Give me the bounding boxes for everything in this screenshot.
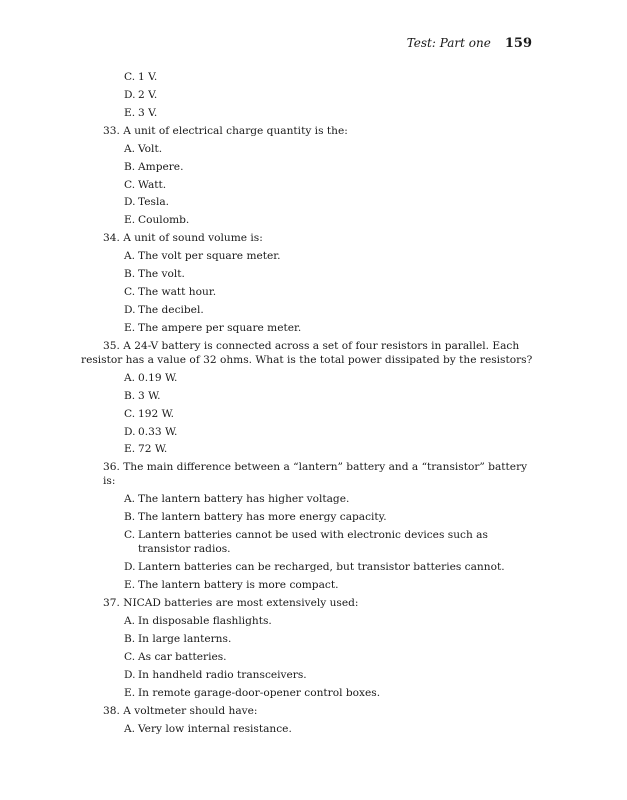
answer-option	[103, 578, 533, 592]
option-letter: D.	[124, 196, 136, 209]
question-stem: 38. A voltmeter should have:	[103, 704, 258, 717]
option-letter: C.	[124, 71, 136, 83]
option-letter: A.	[124, 493, 136, 506]
option-text: The volt per square meter.	[138, 250, 281, 263]
option-text: Very low internal resistance.	[138, 722, 292, 735]
answer-option	[103, 560, 533, 574]
answer-option	[103, 195, 533, 209]
option-letter: D.	[124, 668, 136, 681]
option-letter: E.	[124, 106, 136, 119]
answer-option	[103, 614, 533, 628]
question-stem: 36. The main difference between a “lantern” battery and a “transistor” battery is:	[103, 461, 528, 488]
option-text: 1 V.	[138, 71, 158, 83]
option-letter: B.	[124, 511, 136, 524]
option-letter: A.	[124, 371, 136, 384]
answer-option	[103, 686, 533, 700]
answer-option	[103, 70, 533, 84]
option-letter: A.	[124, 142, 136, 155]
option-text: 3 W.	[138, 389, 161, 402]
option-text: Coulomb.	[138, 214, 190, 227]
option-text: 2 V.	[138, 88, 158, 101]
option-letter: E.	[124, 214, 136, 227]
option-text: Volt.	[138, 142, 163, 155]
answer-option	[103, 510, 533, 524]
answer-option	[103, 267, 533, 281]
option-text: Ampere.	[138, 160, 184, 173]
option-text: The lantern battery is more compact.	[138, 579, 339, 592]
option-letter: B.	[124, 160, 136, 173]
option-letter: D.	[124, 304, 136, 317]
answer-option	[103, 371, 533, 385]
option-letter: E.	[124, 443, 136, 456]
header-title: Test: Part one	[406, 36, 491, 50]
question-list	[81, 70, 533, 739]
question-stem: 33. A unit of electrical charge quantity is the:	[103, 124, 348, 137]
option-letter: A.	[124, 722, 136, 735]
question-stem: 35. A 24-V battery is connected across a set of four resistors in parallel. Each resistor has a value of 32 ohms. What is the total power dissipated by the resistors?	[81, 339, 533, 366]
answer-option	[103, 160, 533, 174]
answer-option	[103, 321, 533, 335]
option-text: The lantern battery has higher voltage.	[138, 493, 350, 506]
option-letter: A.	[124, 615, 136, 628]
option-letter: D.	[124, 561, 136, 574]
answer-option	[103, 285, 533, 299]
option-text: Lantern batteries can be recharged, but transistor batteries cannot.	[138, 561, 505, 574]
option-letter: B.	[124, 632, 136, 645]
option-letter: D.	[124, 425, 136, 438]
option-letter: E.	[124, 686, 136, 699]
answer-option	[103, 442, 533, 456]
option-text: Lantern batteries cannot be used with electronic devices such as transistor radios.	[138, 529, 488, 556]
running-header	[407, 36, 532, 51]
answer-option	[103, 632, 533, 646]
option-letter: E.	[124, 321, 136, 334]
option-letter: C.	[124, 650, 136, 663]
option-text: In remote garage-door-opener control boxes.	[138, 686, 381, 699]
option-letter: C.	[124, 529, 136, 542]
option-letter: B.	[124, 268, 136, 281]
answer-option	[103, 650, 533, 664]
option-letter: D.	[124, 88, 136, 101]
option-text: As car batteries.	[138, 650, 227, 663]
question-stem: 37. NICAD batteries are most extensively used:	[103, 597, 359, 610]
option-text: In large lanterns.	[138, 632, 232, 645]
question-stem: 34. A unit of sound volume is:	[103, 232, 263, 245]
option-text: The volt.	[138, 268, 185, 281]
answer-option	[103, 178, 533, 192]
answer-option	[103, 389, 533, 403]
answer-option	[103, 303, 533, 317]
option-text: In disposable flashlights.	[138, 615, 272, 628]
answer-option	[103, 249, 533, 263]
answer-option	[103, 722, 533, 736]
option-letter: C.	[124, 286, 136, 299]
option-text: The ampere per square meter.	[138, 321, 302, 334]
option-text: The decibel.	[138, 304, 204, 317]
answer-option	[103, 142, 533, 156]
option-letter: C.	[124, 178, 136, 191]
answer-option	[103, 492, 533, 506]
option-letter: A.	[124, 250, 136, 263]
answer-option	[103, 668, 533, 682]
answer-option	[103, 88, 533, 102]
option-text: The lantern battery has more energy capacity.	[138, 511, 387, 524]
option-text: 192 W.	[138, 407, 174, 420]
option-letter: B.	[124, 389, 136, 402]
option-text: Watt.	[138, 178, 167, 191]
answer-option	[103, 425, 533, 439]
answer-option	[103, 106, 533, 120]
option-text: In handheld radio transceivers.	[138, 668, 307, 681]
option-text: The watt hour.	[138, 286, 217, 299]
option-letter: E.	[124, 579, 136, 592]
answer-option	[103, 528, 533, 556]
answer-option	[103, 407, 533, 421]
option-text: 72 W.	[138, 443, 168, 456]
option-text: 3 V.	[138, 106, 158, 119]
option-text: 0.33 W.	[138, 425, 178, 438]
page-number: 159	[504, 36, 532, 51]
answer-option	[103, 213, 533, 227]
option-text: Tesla.	[138, 196, 170, 209]
option-letter: C.	[124, 407, 136, 420]
option-text: 0.19 W.	[138, 371, 178, 384]
